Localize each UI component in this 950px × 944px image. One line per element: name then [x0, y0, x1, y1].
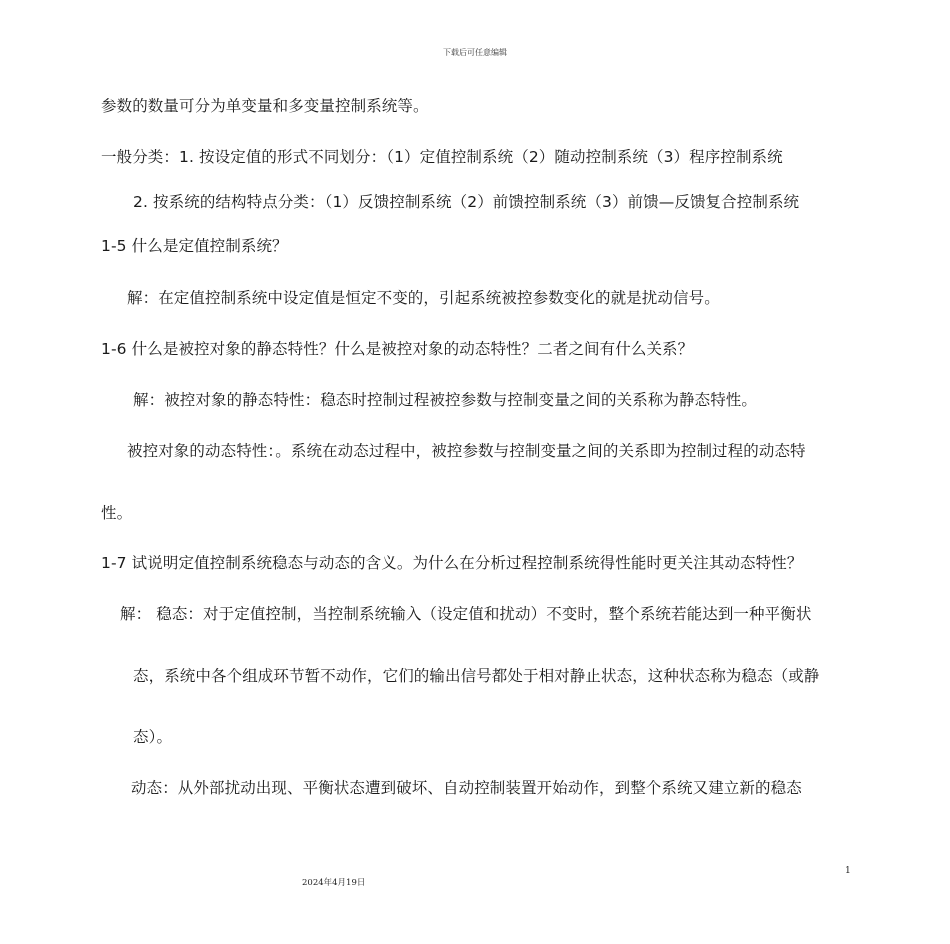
answer-line: 态，系统中各个组成环节暂不动作，它们的输出信号都处于相对静止状态，这种状态称为稳态（或静: [133, 667, 820, 685]
answer-line: 动态：从外部扰动出现、平衡状态遭到破坏、自动控制装置开始动作，到整个系统又建立新的稳态: [131, 779, 802, 797]
question-heading: 1-5 什么是定值控制系统？: [101, 237, 288, 255]
question-heading: 1-7 试说明定值控制系统稳态与动态的含义。为什么在分析过程控制系统得性能时更关注其动态特性？: [101, 554, 803, 572]
text-line: 2. 按系统的结构特点分类：（1）反馈控制系统（2）前馈控制系统（3）前馈—反馈复合控制系统: [133, 193, 800, 211]
answer-line: 解：被控对象的静态特性：稳态时控制过程被控参数与控制变量之间的关系称为静态特性。: [133, 391, 758, 409]
answer-line: 态）。: [133, 728, 173, 746]
text-line: 一般分类：1. 按设定值的形式不同划分：（1）定值控制系统（2）随动控制系统（3）程序控制系统: [101, 148, 783, 166]
page-number: 1: [845, 866, 851, 876]
footer-date: 2024年4月19日: [302, 878, 366, 888]
page-header: 下载后可任意编辑: [443, 48, 507, 57]
answer-line: 被控对象的动态特性：。系统在动态过程中，被控参数与控制变量之间的关系即为控制过程的动态特: [127, 442, 806, 460]
question-heading: 1-6 什么是被控对象的静态特性？什么是被控对象的动态特性？二者之间有什么关系？: [101, 340, 694, 358]
text-line: 参数的数量可分为单变量和多变量控制系统等。: [101, 97, 429, 115]
answer-line: 解：在定值控制系统中设定值是恒定不变的，引起系统被控参数变化的就是扰动信号。: [127, 289, 720, 307]
answer-line: 解： 稳态：对于定值控制，当控制系统输入（设定值和扰动）不变时，整个系统若能达到一种平衡状: [120, 605, 812, 623]
answer-line: 性。: [101, 504, 133, 522]
